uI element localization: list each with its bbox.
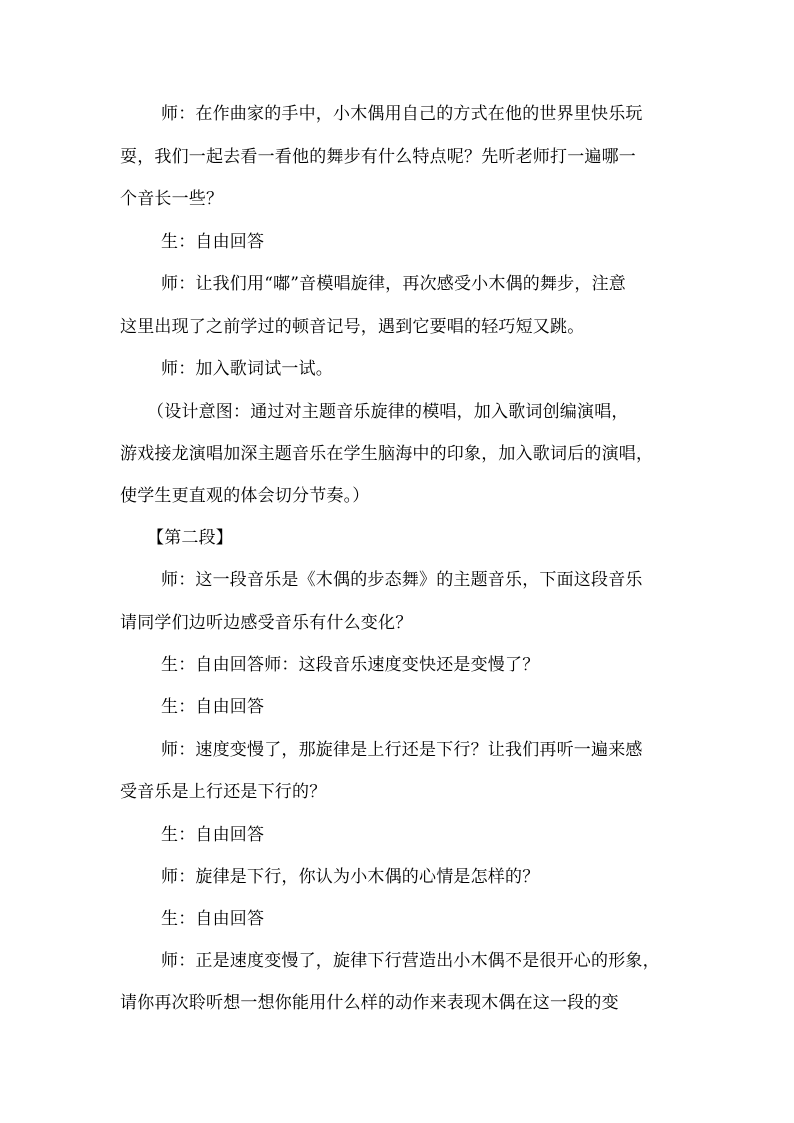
paragraph-line: 生：自由回答	[161, 909, 265, 929]
paragraph-line: 这里出现了之前学过的顿音记号，遇到它要唱的轻巧短又跳。	[120, 317, 585, 337]
paragraph-line: 生：自由回答师：这段音乐速度变快还是变慢了？	[161, 655, 540, 675]
paragraph-line: 请你再次聆听想一想你能用什么样的动作来表现木偶在这一段的变	[120, 993, 619, 1013]
paragraph-line: 师：速度变慢了，那旋律是上行还是下行？让我们再听一遍来感	[161, 740, 643, 760]
paragraph-line: 师：加入歌词试一试。	[161, 359, 333, 379]
section-heading: 【第二段】	[147, 528, 233, 548]
paragraph-line: 师：在作曲家的手中，小木偶用自己的方式在他的世界里快乐玩	[161, 104, 643, 124]
design-intent-line: 使学生更直观的体会切分节奏。）	[120, 486, 370, 506]
paragraph-line: 生：自由回答	[161, 232, 265, 252]
paragraph-line: 请同学们边听边感受音乐有什么变化？	[120, 613, 413, 633]
paragraph-line: 个音长一些？	[120, 189, 224, 209]
paragraph-line: 师：正是速度变慢了，旋律下行营造出小木偶不是很开心的形象，	[161, 951, 660, 971]
paragraph-line: 师：这一段音乐是《木偶的步态舞》的主题音乐，下面这段音乐	[161, 570, 643, 590]
paragraph-line: 耍，我们一起去看一看他的舞步有什么特点呢？先听老师打一遍哪一	[120, 147, 636, 167]
paragraph-line: 生：自由回答	[161, 825, 265, 845]
paragraph-line: 受音乐是上行还是下行的？	[120, 782, 327, 802]
design-intent-line: 游戏接龙演唱加深主题音乐在学生脑海中的印象，加入歌词后的演唱，	[120, 444, 654, 464]
paragraph-line: 生：自由回答	[161, 697, 265, 717]
paragraph-line: 师：旋律是下行，你认为小木偶的心情是怎样的？	[161, 867, 540, 887]
paragraph-line: 师：让我们用“嘟”音模唱旋律，再次感受小木偶的舞步，注意	[161, 274, 626, 294]
design-intent-line: （设计意图：通过对主题音乐旋律的模唱，加入歌词创编演唱，	[147, 402, 629, 422]
